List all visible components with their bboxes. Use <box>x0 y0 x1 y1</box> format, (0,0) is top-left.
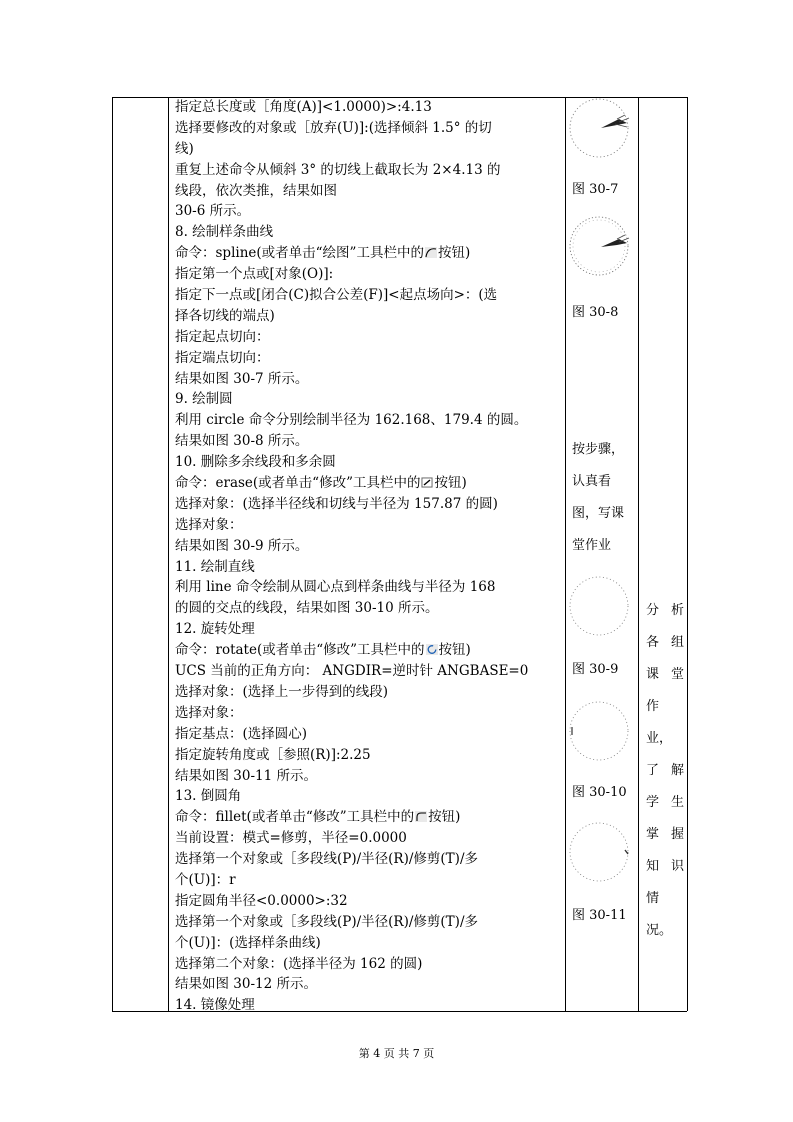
analysis-line-7: 学生 <box>646 795 684 810</box>
step-line-text: 结果如图 30-11 所示。 <box>175 767 318 784</box>
step-line-text: 指定圆角半径<0.0000>:32 <box>175 892 348 909</box>
step-line-text: 个(U)]：r <box>175 871 236 888</box>
step-line <box>175 766 563 787</box>
analysis-line-5: 业， <box>646 731 673 746</box>
step-line-text: 利用 circle 命令分别绘制半径为 162.168、179.4 的圆。 <box>175 412 528 429</box>
step-line-text: 指定端点切向： <box>175 349 270 366</box>
step-line-text: 选择对象： <box>175 704 243 721</box>
step-line-text: 30-6 所示。 <box>175 203 251 220</box>
step-line <box>175 557 563 578</box>
rotate-tool-icon <box>426 644 438 655</box>
step-line-text: 13. 倒圆角 <box>175 788 242 805</box>
step-line <box>175 139 563 160</box>
step-line <box>175 306 563 327</box>
step-line-text: 选择对象：(选择半径线和切线与半径为 157.87 的圆) <box>175 495 498 512</box>
table-col-border-2 <box>168 97 169 1011</box>
step-line <box>175 348 563 369</box>
button-suffix-text: 按钮) <box>428 809 461 826</box>
step-line-text: 11. 绘制直线 <box>175 558 255 575</box>
step-line <box>175 285 563 306</box>
step-line <box>175 264 563 285</box>
step-line-text: 个(U)]：(选择样条曲线) <box>175 934 321 951</box>
step-line-text: 选择对象： <box>175 516 243 533</box>
method-note-line-1: 按步骤， <box>572 442 625 457</box>
step-line <box>175 118 563 139</box>
step-line <box>175 369 563 390</box>
step-line-text: 14. 镜像处理 <box>175 997 255 1014</box>
step-line-text: UCS 当前的正角方向： ANGDIR=逆时针 ANGBASE=0 <box>175 663 529 680</box>
step-line <box>175 661 563 682</box>
table-col-border-1 <box>112 97 113 1011</box>
figure-30-8-image <box>567 214 635 280</box>
step-line-text: 结果如图 30-7 所示。 <box>175 370 309 387</box>
step-line <box>175 410 563 431</box>
step-line <box>175 974 563 995</box>
step-line-text: 指定总长度或［角度(A)]<1.0000)>:4.13 <box>175 99 432 115</box>
table-col-border-4 <box>638 97 639 1011</box>
step-line-text: 指定下一点或[闭合(C)拟合公差(F)]<起点场向>：(选 <box>175 287 498 304</box>
step-line-text: 利用 line 命令绘制从圆心点到样条曲线与半径为 168 <box>175 579 496 596</box>
method-note-line-2: 认真看 <box>572 474 612 489</box>
step-line-text: 选择第一个对象或［多段线(P)/半径(R)/修剪(T)/多 <box>175 851 478 868</box>
step-line <box>175 160 563 181</box>
analysis-line-6: 了解 <box>646 763 684 778</box>
step-line <box>175 807 563 828</box>
step-line-text: 命令：rotate(或者单击“修改”工具栏中的 <box>175 642 425 659</box>
analysis-line-10: 情 <box>646 891 660 906</box>
button-suffix-text: 按钮) <box>434 475 467 492</box>
step-line <box>175 870 563 891</box>
step-line-text: 重复上述命令从倾斜 3° 的切线上截取长为 2×4.13 的 <box>175 161 501 178</box>
step-line <box>175 452 563 473</box>
figure-30-11-image <box>567 820 635 886</box>
analysis-line-3: 课堂 <box>646 667 684 682</box>
step-line <box>175 954 563 975</box>
step-line <box>175 745 563 766</box>
step-line <box>175 682 563 703</box>
step-line <box>175 619 563 640</box>
analysis-line-2: 各组 <box>646 635 684 650</box>
button-suffix-text: 按钮) <box>437 245 471 262</box>
analysis-line-1: 分析 <box>646 603 684 618</box>
step-line <box>175 724 563 745</box>
step-line-text: 12. 旋转处理 <box>175 621 255 638</box>
step-line-text: 命令：erase(或者单击“修改”工具栏中的 <box>175 475 421 492</box>
analysis-line-11: 况。 <box>646 923 673 938</box>
step-line-text: 9. 绘制圆 <box>175 391 233 408</box>
figure-30-10-image <box>567 699 635 765</box>
step-line <box>175 536 563 557</box>
method-note-line-3: 图，写课 <box>572 506 625 521</box>
analysis-line-9: 知识 <box>646 859 684 874</box>
spline-tool-icon <box>425 247 437 258</box>
step-line <box>175 201 563 222</box>
step-line <box>175 243 563 264</box>
step-line-text: 选择对象：(选择上一步得到的线段) <box>175 683 389 700</box>
step-line-text: 指定基点：(选择圆心) <box>175 725 308 742</box>
step-line <box>175 849 563 870</box>
step-line <box>175 389 563 410</box>
step-line-text: 选择第一个对象或［多段线(P)/半径(R)/修剪(T)/多 <box>175 913 478 930</box>
step-line <box>175 327 563 348</box>
figure-30-8-caption: 图 30-8 <box>572 305 619 320</box>
step-line <box>175 640 563 661</box>
step-line <box>175 431 563 452</box>
step-line-text: 选择要修改的对象或［放弃(U)]:(选择倾斜 1.5° 的切 <box>175 119 492 136</box>
step-line <box>175 912 563 933</box>
step-line-text: 结果如图 30-9 所示。 <box>175 537 309 554</box>
erase-tool-icon <box>421 477 433 488</box>
step-line <box>175 577 563 598</box>
step-line <box>175 222 563 243</box>
step-line-text: 指定起点切向： <box>175 328 270 345</box>
button-suffix-text: 按钮) <box>438 642 471 659</box>
figure-30-9-caption: 图 30-9 <box>572 662 619 677</box>
analysis-line-8: 掌握 <box>646 827 684 842</box>
table-col-border-5 <box>687 97 688 1011</box>
page-footer: 第 4 页 共 7 页 <box>358 1047 435 1060</box>
step-line-text: 线) <box>175 140 194 157</box>
step-line-text: 指定旋转角度或［参照(R)]:2.25 <box>175 746 371 763</box>
fillet-tool-icon <box>415 811 427 822</box>
step-line-text: 当前设置：模式=修剪，半径=0.0000 <box>175 830 407 847</box>
step-line <box>175 828 563 849</box>
figure-30-10-caption: 图 30-10 <box>572 785 627 800</box>
method-note-line-4: 堂作业 <box>572 538 612 553</box>
step-line-text: 结果如图 30-12 所示。 <box>175 976 318 993</box>
step-line <box>175 786 563 807</box>
figure-30-7-image <box>567 97 635 163</box>
step-line-text: 选择第二个对象：(选择半径为 162 的圆) <box>175 955 423 972</box>
step-line <box>175 515 563 536</box>
step-line <box>175 494 563 515</box>
step-line-text: 择各切线的端点) <box>175 307 275 324</box>
step-line <box>175 933 563 954</box>
step-line <box>175 473 563 494</box>
step-line-text: 的圆的交点的线段，结果如图 30-10 所示。 <box>175 600 439 617</box>
step-line-text: 线段，依次类推，结果如图 <box>175 182 337 199</box>
step-line-text: 10. 删除多余线段和多余圆 <box>175 454 336 471</box>
step-line-text: 结果如图 30-8 所示。 <box>175 433 309 450</box>
figure-30-11-caption: 图 30-11 <box>572 908 627 923</box>
step-line-text: 命令：fillet(或者单击“修改”工具栏中的 <box>175 809 415 826</box>
step-line <box>175 703 563 724</box>
figure-30-7-caption: 图 30-7 <box>572 182 619 197</box>
figure-30-9-image <box>567 574 635 640</box>
step-line <box>175 97 563 118</box>
step-line-text: 指定第一个点或[对象(O)]: <box>175 266 334 283</box>
step-content <box>175 97 563 1016</box>
step-line <box>175 598 563 619</box>
table-col-border-3 <box>565 97 566 1011</box>
step-line <box>175 995 563 1016</box>
step-line-text: 命令：spline(或者单击“绘图”工具栏中的 <box>175 245 424 262</box>
step-line <box>175 891 563 912</box>
analysis-line-4: 作 <box>646 699 660 714</box>
step-line <box>175 181 563 202</box>
step-line-text: 8. 绘制样条曲线 <box>175 224 274 241</box>
